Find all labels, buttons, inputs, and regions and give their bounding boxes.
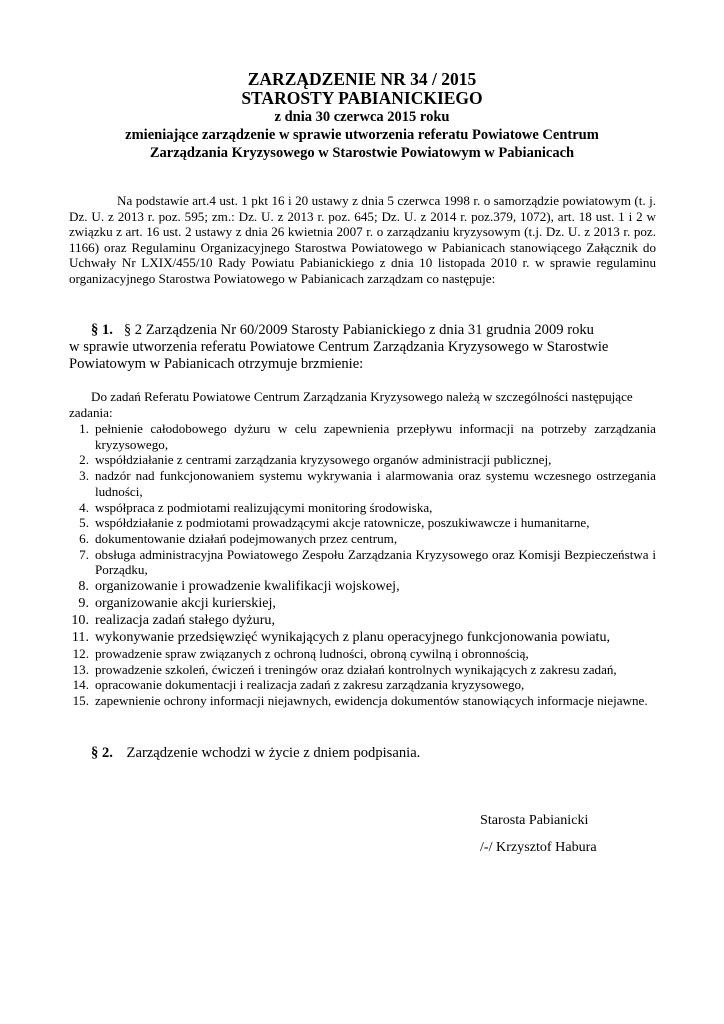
signature-role: Starosta Pabianicki — [480, 812, 589, 828]
date-line: z dnia 30 czerwca 2015 roku — [274, 109, 450, 125]
list-item-text: współdziałanie z podmiotami prowadzącymi akcje ratownicze, poszukiwawcze i humanitarne, — [95, 515, 590, 531]
list-item — [69, 468, 656, 499]
list-item-number: 1. — [79, 421, 89, 436]
section-2-text: Zarządzenie wchodzi w życie z dniem podpisania. — [126, 745, 421, 761]
list-item-text: prowadzenie szkoleń, ćwiczeń i treningów oraz działań kontrolnych wynikających z zakresu zadań, — [95, 661, 617, 677]
list-item — [69, 662, 656, 678]
section-2 — [91, 744, 420, 762]
signature-name: /-/ Krzysztof Habura — [480, 839, 597, 855]
list-item — [69, 500, 656, 516]
section-2-marker: § 2. — [91, 745, 113, 761]
list-item-number: 8. — [78, 578, 89, 595]
tasks-intro-text: Do zadań Referatu Powiatowe Centrum Zarządzania Kryzysowego należą w szczególności następujące zadania: — [69, 389, 633, 420]
list-item-text: prowadzenie spraw związanych z ochroną ludności, obroną cywilną i obronnością, — [95, 646, 529, 662]
list-item-text: współpraca z podmiotami realizującymi monitoring środowiska, — [95, 499, 433, 515]
subject-line-1: zmieniające zarządzenie w sprawie utworzenia referatu Powiatowe Centrum — [125, 127, 599, 143]
section-1 — [69, 322, 659, 373]
section-1-rest-text: w sprawie utworzenia referatu Powiatowe Centrum Zarządzania Kryzysowego w Starostwie Powiatowym w Pabianicach otrzymuje brzmienie: — [69, 339, 609, 372]
list-item — [69, 612, 656, 629]
list-item-text: organizowanie i prowadzenie kwalifikacji wojskowej, — [95, 578, 400, 595]
list-item-text: organizowanie akcji kurierskiej, — [95, 595, 276, 612]
list-item-text: nadzór nad funkcjonowaniem systemu wykrywania i alarmowania oraz systemu wczesnego ostrzegania ludności, — [95, 468, 656, 499]
list-item — [69, 531, 656, 547]
list-item-text: realizacja zadań stałego dyżuru, — [95, 612, 275, 629]
list-item — [69, 595, 656, 612]
list-item-text: obsługa administracyjna Powiatowego Zespołu Zarządzania Kryzysowego oraz Komisji Bezpieczeństwa i Porządku, — [95, 546, 656, 578]
list-item-text: dokumentowanie działań podejmowanych przez centrum, — [95, 530, 398, 546]
list-item-number: 11. — [71, 629, 89, 646]
legal-basis-text: Na podstawie art.4 ust. 1 pkt 16 i 20 ustawy z dnia 5 czerwca 1998 r. o samorządzie powiatowym (t. j. Dz. U. z 2013 r. poz. 595; zm.: Dz. U. z 2013 r. poz. 645; Dz. U. z 2014 r. poz.379, 1072), art. 18 ust. 1 i 2 w związku z art. 16 ust. 2 ustawy z dnia 26 kwietnia 2007 r. o zarządzaniu kryzysowym (t.j. Dz. U. z 2013 r. poz. 1166) oraz Regulaminu Organizacyjnego Starostwa Powiatowego w Pabianicach stanowiącego Załącznik do Uchwały Nr LXIX/455/10 Rady Powiatu Pabianickiego z dnia 10 listopada 2010 r. w sprawie regulaminu organizacyjnego Starostwa Powiatowego w Pabianicach zarządzam co następuje: — [69, 193, 656, 286]
list-item — [69, 693, 656, 709]
list-item-text: zapewnienie ochrony informacji niejawnych, ewidencja dokumentów stanowiących informacje niejawne. — [95, 693, 648, 709]
list-item-number: 13. — [72, 661, 89, 677]
list-item-text: pełnienie całodobowego dyżuru w celu zapewnienia przepływu informacji na potrzeby zarządzania kryzysowego, — [95, 421, 656, 452]
list-item-text: wykonywanie przedsięwzięć wynikających z planu operacyjnego funkcjonowania powiatu, — [95, 629, 611, 646]
section-1-lead-line — [69, 322, 659, 339]
list-item — [69, 421, 656, 452]
list-item — [69, 515, 656, 531]
list-item-number: 6. — [79, 530, 89, 546]
list-item-number: 3. — [79, 468, 89, 484]
section-1-lead-text: § 2 Zarządzenia Nr 60/2009 Starosty Pabianickiego z dnia 31 grudnia 2009 roku — [123, 322, 594, 338]
list-item — [69, 677, 656, 693]
section-1-marker: § 1. — [91, 322, 113, 338]
issuer-line: STAROSTY PABIANICKIEGO — [241, 88, 483, 108]
list-item-number: 14. — [72, 677, 89, 693]
list-item-number: 5. — [79, 515, 89, 531]
list-item-number: 7. — [79, 546, 89, 562]
list-item — [69, 646, 656, 662]
tasks-intro — [69, 389, 656, 420]
list-item — [69, 547, 656, 578]
subject-line-2: Zarządzania Kryzysowego w Starostwie Powiatowym w Pabianicach — [149, 145, 575, 161]
list-item-number: 12. — [72, 646, 89, 662]
list-item-number: 2. — [79, 452, 89, 468]
list-item-number: 4. — [79, 499, 89, 515]
list-item — [69, 629, 656, 646]
list-item — [69, 578, 656, 595]
list-item — [69, 452, 656, 468]
document-header — [0, 70, 724, 162]
list-item-text: współdziałanie z centrami zarządzania kryzysowego organów administracji publicznej, — [95, 452, 552, 468]
list-item-text: opracowanie dokumentacji i realizacja zadań z zakresu zarządzania kryzysowego, — [95, 677, 525, 693]
tasks-list — [69, 421, 656, 709]
list-item-number: 9. — [78, 595, 89, 612]
legal-basis-paragraph — [69, 193, 656, 287]
list-item-number: 15. — [72, 693, 89, 709]
document-title: ZARZĄDZENIE NR 34 / 2015 — [247, 69, 477, 89]
list-item-number: 10. — [71, 612, 89, 629]
